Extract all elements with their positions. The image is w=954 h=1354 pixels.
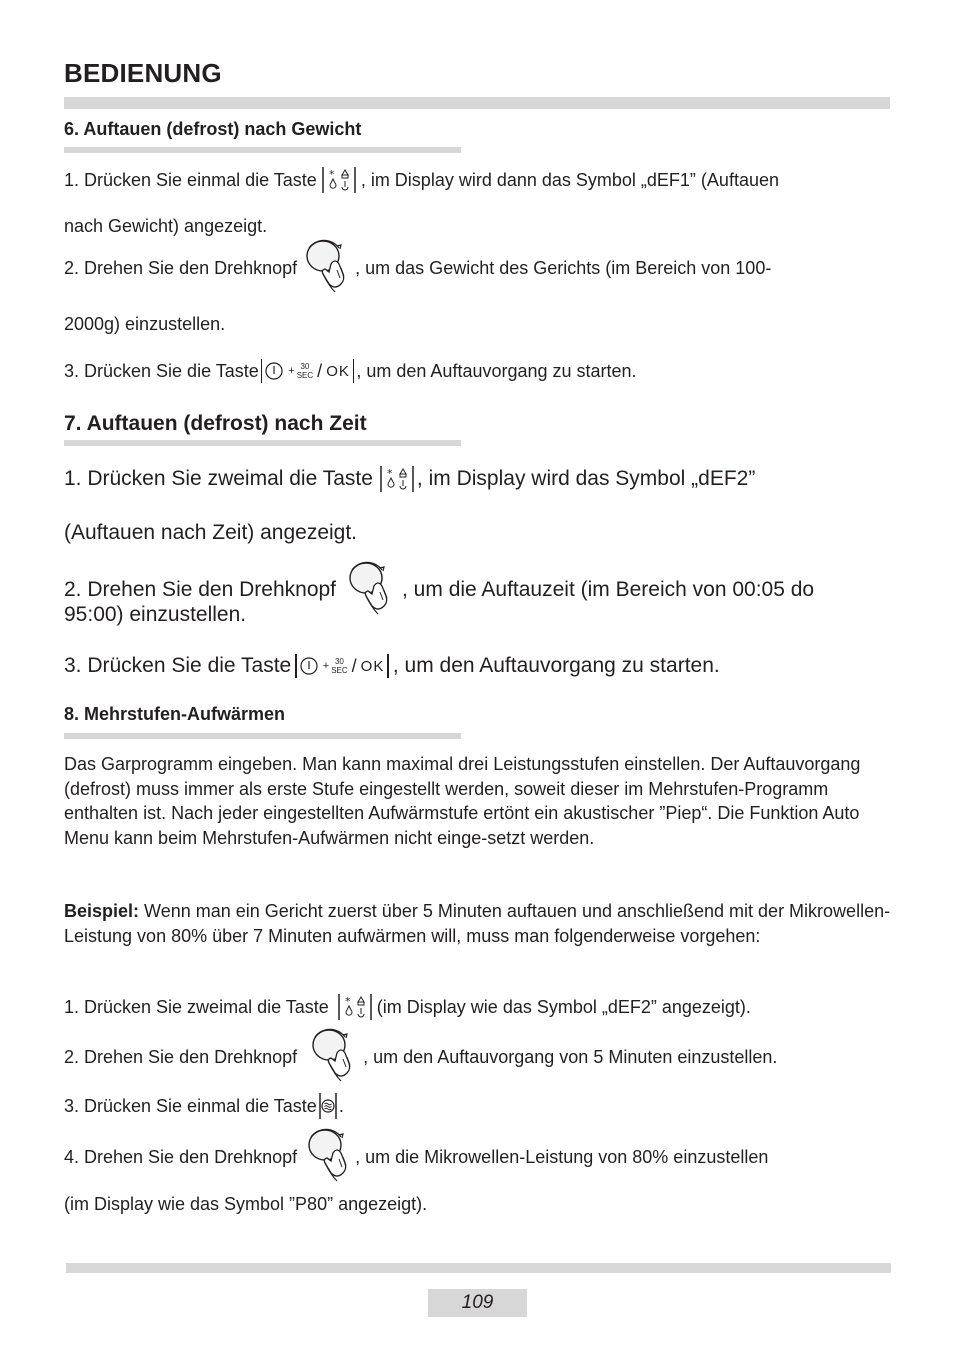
footer-rule (66, 1263, 891, 1273)
rotary-knob-icon (303, 1127, 353, 1187)
page-number: 109 (428, 1289, 527, 1317)
step-text: 3. Drücken Sie die Taste (64, 360, 259, 381)
section-6-rule (64, 147, 461, 153)
section-8-step-3 (64, 1091, 344, 1121)
step-text: , um den Auftauvorgang von 5 Minuten einzustellen. (363, 1046, 778, 1067)
start-key-ok: OK (326, 362, 350, 380)
start-key-30: 30 (300, 362, 310, 371)
step-text: 2. Drehen Sie den Drehknopf (64, 1046, 298, 1067)
section-6-step-1-cont: nach Gewicht) angezeigt. (64, 216, 268, 236)
section-7-heading: 7. Auftauen (defrost) nach Zeit (64, 412, 367, 435)
microwave-power-key-icon (318, 1091, 338, 1121)
step-text: 1. Drücken Sie einmal die Taste (64, 169, 317, 190)
start-icon (262, 359, 286, 383)
rotary-knob-icon (307, 1027, 357, 1087)
defrost-key-icon (337, 992, 373, 1022)
section-8-step-4-cont: (im Display wie das Symbol ”P80” angezeigt). (64, 1194, 428, 1214)
section-8-example (64, 899, 894, 948)
start-key-icon: + 30 SEC / OK (261, 359, 355, 383)
section-6-step-2-cont: 2000g) einzustellen. (64, 314, 226, 334)
section-6-heading: 6. Auftauen (defrost) nach Gewicht (64, 119, 362, 139)
section-8-intro: Das Garprogramm eingeben. Man kann maximal drei Leistungsstufen einstellen. Der Auftauvorgang (defrost) muss immer als erste Stufe eingestellt werden, soweit dieser im Mehrstufen-Programm enthalten ist. Nach jeder eingestellten Aufwärmstufe ertönt ein akustischer ”Piep“. Die Funktion Auto Menu kann beim Mehrstufen-Aufwärmen nicht einge-setzt werden. (64, 754, 861, 848)
defrost-key-icon (379, 464, 415, 494)
step-text: , im Display wird das Symbol „dEF2” (416, 467, 756, 490)
section-6-step-2 (64, 238, 771, 298)
step-text: , im Display wird dann das Symbol „dEF1” (Auftauen (360, 169, 779, 190)
step-text: , um die Mikrowellen-Leistung von 80% einzustellen (355, 1146, 769, 1167)
step-text: 1. Drücken Sie zweimal die Taste (64, 467, 373, 490)
section-7-step-3 (64, 654, 720, 678)
section-8-heading: 8. Mehrstufen-Aufwärmen (64, 704, 286, 724)
step-text: 3. Drücken Sie die Taste (64, 654, 292, 677)
section-8-rule (64, 733, 461, 739)
step-text: , um das Gewicht des Gerichts (im Bereich von 100- (355, 257, 772, 278)
header-rule (64, 97, 890, 109)
step-text: , um den Auftauvorgang zu starten. (392, 654, 720, 677)
rotary-knob-icon (344, 560, 394, 620)
example-label: Beispiel: (64, 901, 140, 921)
section-6-step-1 (64, 165, 779, 195)
section-7-rule (64, 440, 461, 446)
section-6-step-3 (64, 359, 637, 383)
section-7-step-2-cont: 95:00) einzustellen. (64, 603, 247, 626)
start-key-ok: OK (360, 657, 385, 675)
rotary-knob-icon (301, 238, 351, 298)
section-8-step-2 (64, 1027, 777, 1087)
start-key-sec: SEC (331, 666, 348, 675)
start-icon (297, 654, 321, 678)
step-text: 1. Drücken Sie zweimal die Taste (64, 996, 329, 1017)
step-text: 2. Drehen Sie den Drehknopf (64, 257, 298, 278)
page-title: BEDIENUNG (64, 58, 222, 88)
defrost-key-icon (321, 165, 357, 195)
step-text: 2. Drehen Sie den Drehknopf (64, 578, 337, 601)
step-text: 3. Drücken Sie einmal die Taste (64, 1095, 317, 1116)
section-7-step-1-cont: (Auftauen nach Zeit) angezeigt. (64, 521, 358, 544)
step-text: 4. Drehen Sie den Drehknopf (64, 1146, 298, 1167)
section-7-step-1 (64, 464, 755, 494)
step-text: (im Display wie das Symbol „dEF2” angezeigt). (376, 996, 751, 1017)
start-key-30: 30 (334, 657, 344, 666)
start-key-sec: SEC (296, 371, 314, 380)
section-8-step-4 (64, 1127, 768, 1187)
step-text: , um die Auftauzeit (im Bereich von 00:05 do (402, 578, 815, 601)
step-text: . (338, 1095, 344, 1116)
step-text: , um den Auftauvorgang zu starten. (356, 360, 637, 381)
start-key-icon: + 30 SEC / OK (295, 654, 389, 678)
section-8-step-1 (64, 992, 751, 1022)
example-text: Wenn man ein Gericht zuerst über 5 Minuten auftauen und anschließend mit der Mikrowellen-Leistung von 80% über 7 Minuten aufwärmen will, muss man folgenderweise vorgehen: (64, 901, 891, 946)
